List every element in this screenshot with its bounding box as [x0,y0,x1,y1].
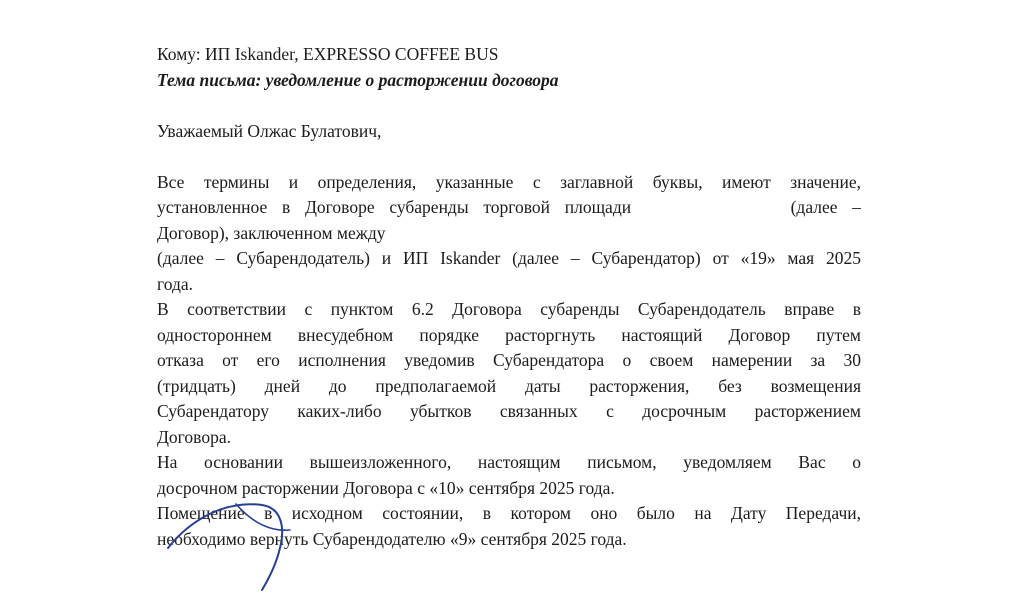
text-line: На основании вышеизложенного, настоящим письмом, уведомляем Вас о [157,452,861,472]
text-line: года. [157,273,194,294]
paragraph-notice [157,450,861,501]
text-line: В соответствии с пунктом 6.2 Договора субаренды Субарендодатель вправе в [157,299,861,319]
text-fragment: установленное в Договоре субаренды торговой площади [157,197,632,217]
text-line: одностороннем внесудебном порядке расторгнуть настоящий Договор путем [157,324,861,345]
greeting-line: Уважаемый Олжас Булатович, [157,121,382,141]
text-line: Все термины и определения, указанные с заглавной буквы, имеют значение, [157,171,861,192]
text-line: необходимо вернуть Субарендодателю «9» сентября 2025 года. [157,528,627,549]
text-line: отказа от его исполнения уведомив Субарендатора о своем намерении за 30 [157,350,861,370]
text-line: Помещение в исходном состоянии, в котором оно было на Дату Передачи, [157,503,861,523]
text-line [157,195,861,221]
subject-line: Тема письма: уведомление о расторжении договора [157,69,559,90]
paragraph-definitions [157,170,861,298]
text-line: (тридцать) дней до предполагаемой даты расторжения, без возмещения [157,375,861,396]
text-line: Договор), заключенном между [157,222,386,243]
letter-body [157,42,861,552]
text-line: Договора. [157,426,231,447]
text-line: Субарендатору каких-либо убытков связанных с досрочным расторжением [157,401,861,421]
paragraph-premises-return [157,501,861,552]
text-fragment: (далее – [790,197,861,217]
text-line: досрочном расторжении Договора с «10» сентября 2025 года. [157,477,615,498]
paragraph-contract-clause [157,297,861,450]
recipient-line: Кому: ИП Iskander, EXPRESSO COFFEE BUS [157,44,499,64]
text-line: (далее – Субарендодатель) и ИП Iskander (далее – Субарендатор) от «19» мая 2025 [157,248,861,268]
